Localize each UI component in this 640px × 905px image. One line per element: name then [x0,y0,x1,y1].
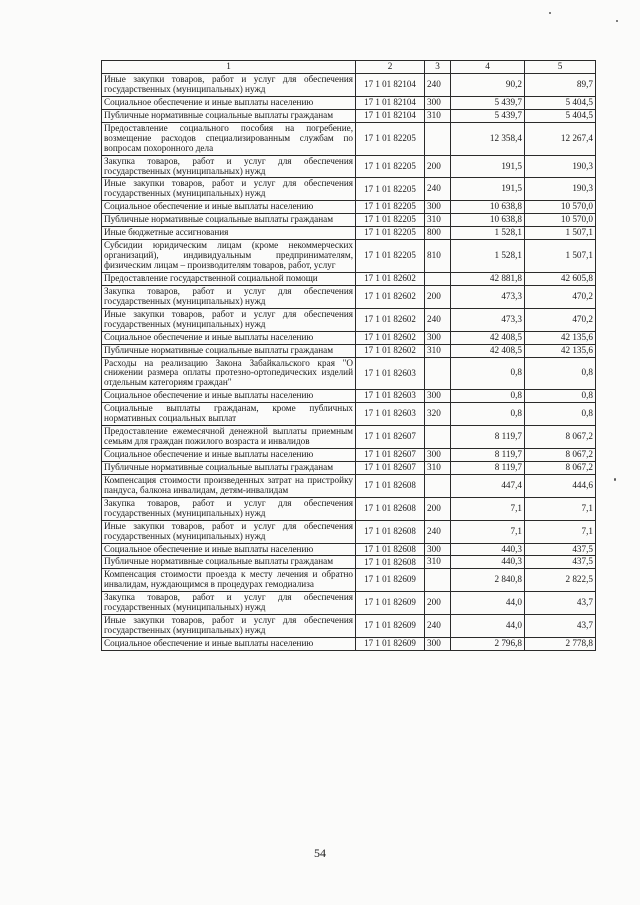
row-amount-2-cell: 444,6 [525,474,596,497]
row-amount-1-cell: 7,1 [451,497,525,520]
row-code-cell: 17 1 01 82602 [356,344,425,357]
row-amount-2-cell: 8 067,2 [525,426,596,449]
table-row [102,426,596,449]
table-row [102,201,596,214]
row-amount-1-cell: 90,2 [451,74,525,97]
row-amount-1-cell: 44,0 [451,615,525,638]
table-row [102,285,596,308]
row-name-cell: Социальное обеспечение и иные выплаты населению [102,331,356,344]
table-row [102,240,596,273]
row-code-cell: 17 1 01 82104 [356,74,425,97]
row-type-cell: 320 [425,403,451,426]
row-amount-2-cell: 10 570,0 [525,214,596,227]
row-name-cell: Закупка товаров, работ и услуг для обеспечения государственных (муниципальных) нужд [102,285,356,308]
table-row [102,520,596,543]
row-type-cell: 240 [425,74,451,97]
table-row [102,497,596,520]
row-name-cell: Публичные нормативные социальные выплаты гражданам [102,344,356,357]
row-type-cell: 300 [425,449,451,462]
budget-table-body [102,61,596,651]
row-amount-1-cell: 10 638,8 [451,214,525,227]
row-code-cell: 17 1 01 82104 [356,109,425,122]
row-type-cell: 200 [425,155,451,178]
table-row [102,543,596,556]
table-row [102,155,596,178]
row-amount-1-cell: 191,5 [451,155,525,178]
row-name-cell: Публичные нормативные социальные выплаты гражданам [102,109,356,122]
row-amount-2-cell: 2 822,5 [525,569,596,592]
row-name-cell: Публичные нормативные социальные выплаты гражданам [102,556,356,569]
table-row [102,227,596,240]
table-row [102,592,596,615]
row-amount-1-cell: 0,8 [451,403,525,426]
row-code-cell: 17 1 01 82205 [356,155,425,178]
row-code-cell: 17 1 01 82609 [356,592,425,615]
row-type-cell: 240 [425,178,451,201]
row-amount-1-cell: 1 528,1 [451,227,525,240]
row-code-cell: 17 1 01 82205 [356,122,425,155]
scan-speck [616,20,618,22]
row-type-cell: 300 [425,96,451,109]
row-amount-2-cell: 7,1 [525,520,596,543]
table-header-row [102,61,596,74]
header-cell-type: 3 [425,61,451,74]
header-cell-code: 2 [356,61,425,74]
row-type-cell [425,272,451,285]
row-amount-2-cell: 5 404,5 [525,109,596,122]
row-amount-2-cell: 8 067,2 [525,461,596,474]
row-amount-1-cell: 42 408,5 [451,331,525,344]
row-name-cell: Социальное обеспечение и иные выплаты населению [102,638,356,651]
row-amount-1-cell: 2 796,8 [451,638,525,651]
row-amount-1-cell: 1 528,1 [451,240,525,273]
row-amount-1-cell: 5 439,7 [451,96,525,109]
row-name-cell: Социальное обеспечение и иные выплаты населению [102,543,356,556]
row-amount-1-cell: 2 840,8 [451,569,525,592]
row-name-cell: Иные бюджетные ассигнования [102,227,356,240]
row-amount-1-cell: 42 881,8 [451,272,525,285]
row-type-cell: 800 [425,227,451,240]
row-name-cell: Предоставление государственной социальной помощи [102,272,356,285]
row-amount-2-cell: 42 605,8 [525,272,596,285]
row-code-cell: 17 1 01 82602 [356,308,425,331]
row-type-cell: 240 [425,308,451,331]
header-cell-amount-1: 4 [451,61,525,74]
row-type-cell [425,357,451,390]
row-type-cell: 200 [425,497,451,520]
header-cell-amount-2: 5 [525,61,596,74]
row-type-cell [425,474,451,497]
row-code-cell: 17 1 01 82205 [356,201,425,214]
row-name-cell: Иные закупки товаров, работ и услуг для обеспечения государственных (муниципальных) нужд [102,178,356,201]
row-amount-2-cell: 0,8 [525,390,596,403]
table-row [102,638,596,651]
row-amount-1-cell: 8 119,7 [451,426,525,449]
table-row [102,109,596,122]
row-amount-2-cell: 7,1 [525,497,596,520]
row-code-cell: 17 1 01 82205 [356,178,425,201]
row-code-cell: 17 1 01 82609 [356,615,425,638]
row-name-cell: Иные закупки товаров, работ и услуг для обеспечения государственных (муниципальных) нужд [102,74,356,97]
row-code-cell: 17 1 01 82104 [356,96,425,109]
row-amount-2-cell: 1 507,1 [525,240,596,273]
row-amount-1-cell: 447,4 [451,474,525,497]
table-row [102,556,596,569]
row-name-cell: Расходы на реализацию Закона Забайкальского края "О снижении размера оплаты протезно-ортопедических изделий отдельным категориям граждан" [102,357,356,390]
table-row [102,214,596,227]
row-amount-2-cell: 43,7 [525,615,596,638]
row-amount-1-cell: 440,3 [451,543,525,556]
row-type-cell: 310 [425,461,451,474]
table-row [102,331,596,344]
table-row [102,96,596,109]
row-amount-1-cell: 8 119,7 [451,461,525,474]
row-amount-1-cell: 44,0 [451,592,525,615]
table-row [102,357,596,390]
row-amount-2-cell: 43,7 [525,592,596,615]
row-amount-1-cell: 10 638,8 [451,201,525,214]
table-row [102,178,596,201]
row-code-cell: 17 1 01 82607 [356,426,425,449]
row-amount-1-cell: 473,3 [451,285,525,308]
row-name-cell: Компенсация стоимости проезда к месту лечения и обратно инвалидам, нуждающимся в процедурах гемодиализа [102,569,356,592]
row-amount-1-cell: 0,8 [451,357,525,390]
row-code-cell: 17 1 01 82608 [356,520,425,543]
row-type-cell: 300 [425,543,451,556]
row-amount-2-cell: 42 135,6 [525,331,596,344]
row-amount-1-cell: 7,1 [451,520,525,543]
row-code-cell: 17 1 01 82205 [356,214,425,227]
row-type-cell: 300 [425,201,451,214]
row-code-cell: 17 1 01 82602 [356,272,425,285]
row-name-cell: Публичные нормативные социальные выплаты гражданам [102,214,356,227]
row-amount-1-cell: 191,5 [451,178,525,201]
row-type-cell: 810 [425,240,451,273]
row-name-cell: Иные закупки товаров, работ и услуг для обеспечения государственных (муниципальных) нужд [102,308,356,331]
row-type-cell: 240 [425,520,451,543]
row-type-cell: 310 [425,556,451,569]
table-row [102,449,596,462]
row-amount-1-cell: 42 408,5 [451,344,525,357]
table-row [102,344,596,357]
row-name-cell: Закупка товаров, работ и услуг для обеспечения государственных (муниципальных) нужд [102,497,356,520]
row-type-cell [425,122,451,155]
row-type-cell: 300 [425,331,451,344]
row-name-cell: Иные закупки товаров, работ и услуг для обеспечения государственных (муниципальных) нужд [102,520,356,543]
row-code-cell: 17 1 01 82607 [356,449,425,462]
row-amount-2-cell: 5 404,5 [525,96,596,109]
row-amount-2-cell: 0,8 [525,403,596,426]
table-row [102,474,596,497]
row-amount-2-cell: 42 135,6 [525,344,596,357]
row-type-cell: 200 [425,592,451,615]
row-amount-1-cell: 440,3 [451,556,525,569]
row-type-cell [425,569,451,592]
table-row [102,308,596,331]
row-amount-1-cell: 5 439,7 [451,109,525,122]
row-code-cell: 17 1 01 82205 [356,227,425,240]
row-amount-2-cell: 89,7 [525,74,596,97]
table-row [102,390,596,403]
row-amount-2-cell: 10 570,0 [525,201,596,214]
row-amount-2-cell: 8 067,2 [525,449,596,462]
row-type-cell: 310 [425,344,451,357]
row-code-cell: 17 1 01 82608 [356,497,425,520]
row-name-cell: Закупка товаров, работ и услуг для обеспечения государственных (муниципальных) нужд [102,155,356,178]
row-type-cell: 240 [425,615,451,638]
row-amount-1-cell: 473,3 [451,308,525,331]
row-amount-1-cell: 0,8 [451,390,525,403]
row-name-cell: Компенсация стоимости произведенных затрат на пристройку пандуса, балкона инвалидам, детям-инвалидам [102,474,356,497]
row-name-cell: Социальное обеспечение и иные выплаты населению [102,449,356,462]
row-type-cell: 200 [425,285,451,308]
scan-speck [549,12,551,14]
row-code-cell: 17 1 01 82603 [356,390,425,403]
row-code-cell: 17 1 01 82602 [356,285,425,308]
row-code-cell: 17 1 01 82205 [356,240,425,273]
row-type-cell [425,426,451,449]
row-type-cell: 310 [425,109,451,122]
row-amount-2-cell: 437,5 [525,543,596,556]
row-code-cell: 17 1 01 82607 [356,461,425,474]
row-type-cell: 300 [425,638,451,651]
row-amount-2-cell: 12 267,4 [525,122,596,155]
row-name-cell: Иные закупки товаров, работ и услуг для обеспечения государственных (муниципальных) нужд [102,615,356,638]
row-name-cell: Предоставление ежемесячной денежной выплаты приемным семьям для граждан пожилого возраста и инвалидов [102,426,356,449]
row-code-cell: 17 1 01 82609 [356,638,425,651]
row-name-cell: Публичные нормативные социальные выплаты гражданам [102,461,356,474]
row-code-cell: 17 1 01 82603 [356,357,425,390]
row-amount-2-cell: 190,3 [525,178,596,201]
row-name-cell: Социальное обеспечение и иные выплаты населению [102,390,356,403]
row-amount-2-cell: 0,8 [525,357,596,390]
row-name-cell: Социальное обеспечение и иные выплаты населению [102,201,356,214]
table-row [102,272,596,285]
row-amount-2-cell: 437,5 [525,556,596,569]
row-amount-1-cell: 8 119,7 [451,449,525,462]
table-row [102,74,596,97]
row-name-cell: Субсидии юридическим лицам (кроме некоммерческих организаций), индивидуальным предпринимателям, физическим лицам – производителям товаров, работ, услуг [102,240,356,273]
page-number: 54 [314,846,326,860]
row-code-cell: 17 1 01 82608 [356,543,425,556]
table-row [102,461,596,474]
table-row [102,569,596,592]
row-amount-2-cell: 470,2 [525,285,596,308]
budget-table [101,60,596,651]
row-name-cell: Закупка товаров, работ и услуг для обеспечения государственных (муниципальных) нужд [102,592,356,615]
row-amount-1-cell: 12 358,4 [451,122,525,155]
header-cell-name: 1 [102,61,356,74]
row-type-cell: 300 [425,390,451,403]
row-amount-2-cell: 1 507,1 [525,227,596,240]
row-amount-2-cell: 470,2 [525,308,596,331]
row-code-cell: 17 1 01 82602 [356,331,425,344]
row-amount-2-cell: 2 778,8 [525,638,596,651]
row-code-cell: 17 1 01 82603 [356,403,425,426]
row-code-cell: 17 1 01 82608 [356,556,425,569]
row-code-cell: 17 1 01 82609 [356,569,425,592]
table-row [102,403,596,426]
row-code-cell: 17 1 01 82608 [356,474,425,497]
table-row [102,615,596,638]
row-name-cell: Социальные выплаты гражданам, кроме публичных нормативных социальных выплат [102,403,356,426]
row-name-cell: Социальное обеспечение и иные выплаты населению [102,96,356,109]
table-row [102,122,596,155]
row-type-cell: 310 [425,214,451,227]
row-name-cell: Предоставление социального пособия на погребение, возмещение расходов специализированным службам по вопросам похоронного дела [102,122,356,155]
scan-speck [614,478,616,481]
row-amount-2-cell: 190,3 [525,155,596,178]
